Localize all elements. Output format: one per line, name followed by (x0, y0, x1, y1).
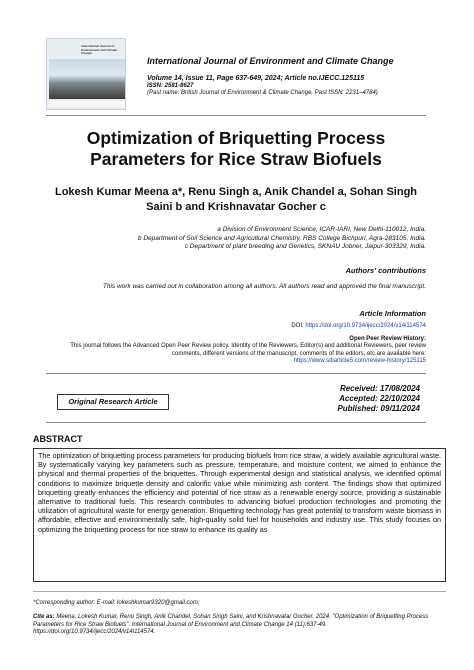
abstract-heading: ABSTRACT (33, 434, 83, 444)
header-divider (46, 115, 426, 116)
journal-cover-image (46, 38, 126, 110)
journal-volume: Volume 14, Issue 11, Page 637-649, 2024; Article no.IJECC.125115 (147, 75, 365, 82)
abstract-text: The optimization of briquetting process parameters for producing biofuels from rice straw, a widely available agricultural waste. By systematically varying key parameters such as pressure, temperature, and moisture content, we aimed to enhance the physical and thermal properties of the briquettes. Through experimental design and statistical analysis, we identified optimal conditions to maximize briquette density and calorific value while minimizing ash content. The findings show that optimized briquetting greatly enhances the efficiency and potential of rice straw as a renewable energy source, providing a sustainable alternative to traditional fuels. This research contributes to advancing biofuel production technologies and promoting the utilization of agricultural waste for energy generation. Briquetting technology has great potential to transform waste biomass in affordable, effective and environmentally safe, high-quality solid fuel for households and industry use. This study focuses on optimizing the briquetting process for rice straw to enhance its quality as (38, 451, 441, 534)
footnote-divider (33, 591, 446, 592)
date-accepted: Accepted: 22/10/2024 (339, 394, 420, 403)
article-dates (240, 384, 420, 414)
cite-text: Meena, Lokesh Kumar, Renu Singh, Anik Chandel, Sohan Singh Saini, and Krishnavatar Gocher. 2024. "Optimization of Briquetting Process Parameters for Rice Straw Biofuels". International Journal of Environment and Climate Change 14 (11):637-49. https://doi.org/10.9734/ijecc/2024/v14i114574. (33, 614, 429, 635)
doi-link[interactable]: https://doi.org/10.9734/ijecc/2024/v14i114574 (305, 323, 426, 329)
article-authors: Lokesh Kumar Meena a*, Renu Singh a, Anik Chandel a, Sohan Singh Saini b and Krishnavatar Gocher c (54, 186, 418, 213)
doi-label: DOI: (291, 323, 304, 329)
article-type-badge: Original Research Article (57, 394, 169, 410)
citation (33, 614, 446, 637)
review-history-heading: Open Peer Review History: (349, 336, 426, 342)
contributions-heading: Authors' contributions (345, 266, 426, 275)
affiliation-a: a Division of Environment Science, ICAR-IARI, New Delhi-110012, India. (217, 226, 426, 233)
cite-label: Cite as: (33, 614, 55, 620)
journal-info (147, 56, 447, 96)
journal-issn: ISSN: 2581-8627 (147, 83, 194, 89)
dates-divider (46, 422, 426, 423)
cover-footer (49, 101, 125, 107)
journal-past-name: (Past name: British Journal of Environment & Climate Change, Past ISSN: 2231–4784) (147, 90, 378, 96)
contributions-text: This work was carried out in collaboration among all authors. All authors read and approved the final manuscript. (102, 283, 426, 290)
article-title: Optimization of Briquetting Process Parameters for Rice Straw Biofuels (86, 128, 386, 169)
affiliation-c: c Department of plant breeding and Genetics, SKNAU Jobner, Jaipur-303329, India. (184, 243, 426, 250)
journal-name: International Journal of Environment and Climate Change (147, 56, 394, 66)
article-info-heading: Article Information (359, 309, 426, 318)
review-history-link[interactable]: https://www.sdiarticle5.com/review-history/125115 (293, 358, 426, 364)
doi-line (46, 323, 426, 329)
review-history-text (46, 343, 426, 366)
review-history-body: This journal follows the Advanced Open Peer Review policy. Identity of the Reviewers, Editor(s) and additional Reviewers, peer review comments, different versions of the manuscript, comments of the editors, etc are available here: (70, 343, 426, 357)
cover-photo (49, 59, 125, 99)
corresponding-author: *Corresponding author: E-mail: lokeshkumar9320@gmail.com; (33, 600, 200, 606)
info-divider (46, 373, 426, 374)
date-published: Published: 09/11/2024 (337, 404, 420, 413)
date-received: Received: 17/08/2024 (339, 384, 420, 393)
cover-title: International Journal of Environment and Climate Change (81, 44, 118, 55)
affiliation-b: b Department of Soil Science and Agricultural Chemistry, RBS College Bichpuri, Agra-283105, India. (137, 234, 426, 242)
abstract-box (33, 448, 446, 582)
affiliations (46, 226, 426, 252)
